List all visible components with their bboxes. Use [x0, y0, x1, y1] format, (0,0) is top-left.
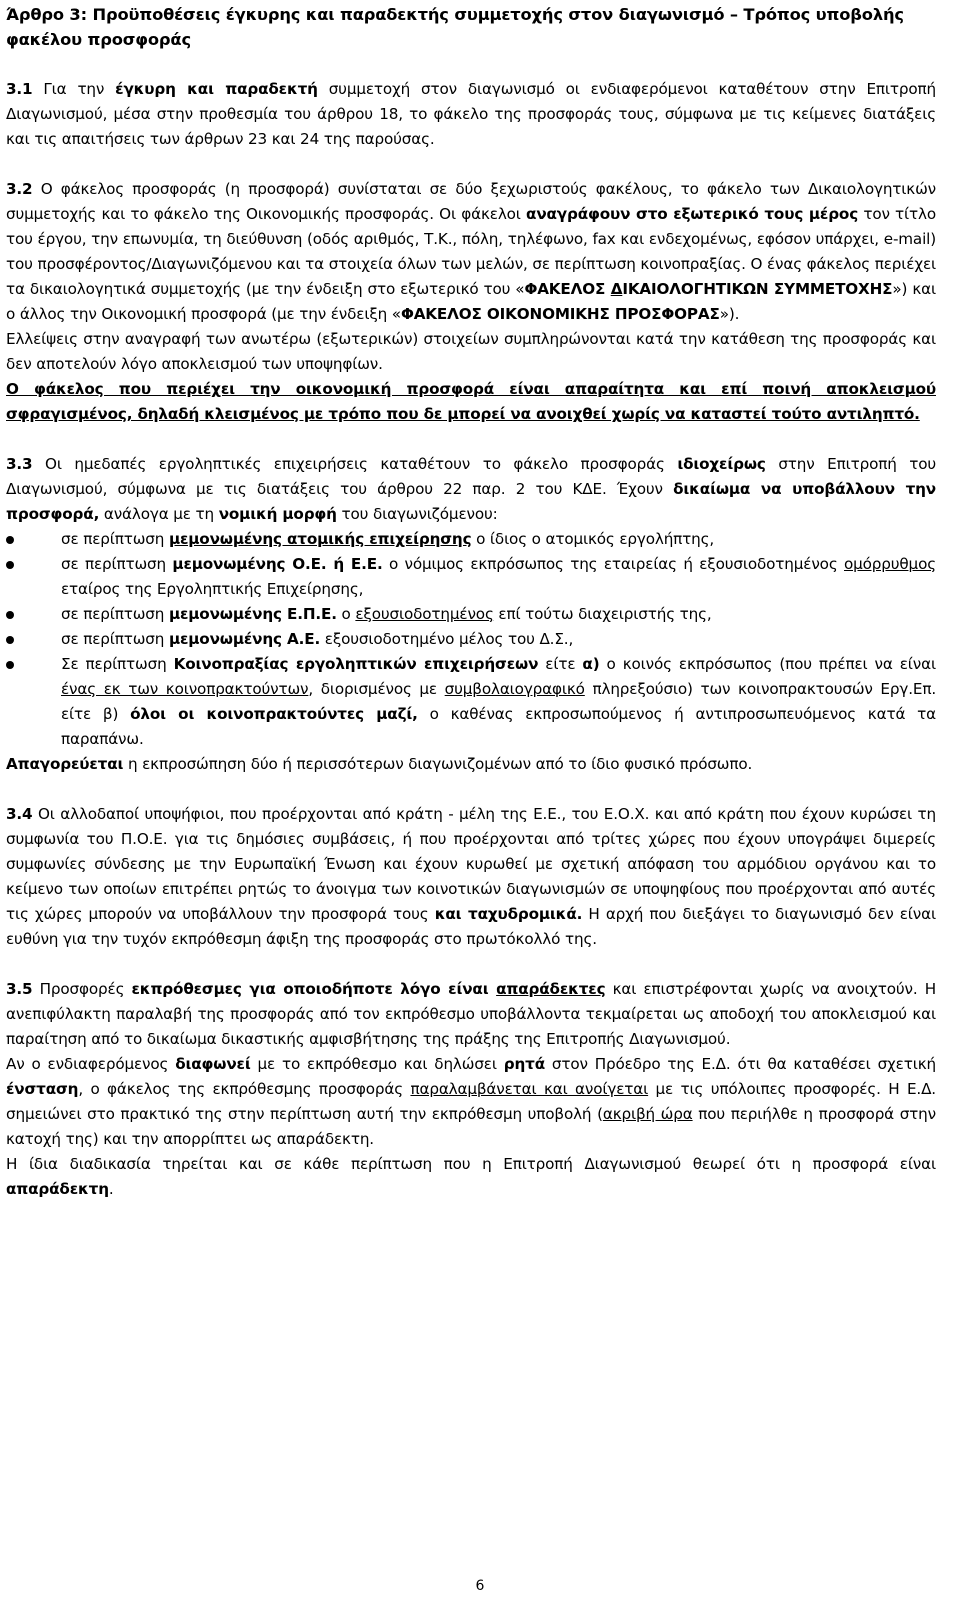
text-run: επί τούτω διαχειριστής της, [493, 605, 712, 623]
text-run: 3.1 [6, 80, 33, 98]
text-run: 3.5 [6, 980, 33, 998]
text-run: ο κοινός εκπρόσωπος (που πρέπει να είναι [599, 655, 936, 673]
text-run: Ελλείψεις στην αναγραφή των ανωτέρω (εξωτερικών) στοιχείων συμπληρώνονται κατά την κατάθεση της προσφοράς και δεν αποτελούν λόγο αποκλεισμού των υποψηφίων. [6, 330, 936, 373]
text-run: Για την [32, 80, 116, 98]
list-item [6, 527, 936, 552]
text-run: εταίρος της Εργοληπτικής Επιχείρησης, [61, 580, 364, 598]
paragraph-3-2 [6, 177, 936, 327]
text-run: ΦΑΚΕΛΟΣ ΟΙΚΟΝΟΜΙΚΗΣ ΠΡΟΣΦΟΡΑΣ [400, 305, 720, 323]
text-run: Αν ο ενδιαφερόμενος [6, 1055, 176, 1073]
paragraph-3-5 [6, 977, 936, 1052]
text-run: είτε [538, 655, 583, 673]
text-run: συμβολαιογραφικό [444, 680, 585, 698]
text-run: ο ίδιος ο ατομικός εργολήπτης, [471, 530, 715, 548]
paragraph-3-3 [6, 452, 936, 527]
text-run: μεμονωμένης Ο.Ε. ή Ε.Ε. [172, 555, 383, 573]
text-run: 3.2 [6, 180, 33, 198]
text-run: εξουσιοδοτημένος [355, 605, 494, 623]
text-run: αναγράφουν στο εξωτερικό τους μέρος [526, 205, 859, 223]
list-item [6, 652, 936, 752]
text-run: ιδιοχείρως [677, 455, 766, 473]
text-run: ΦΑΚΕΛΟΣ [524, 280, 611, 298]
text-run: Ο φάκελος προσφοράς (η προσφορά) συνίσταται σε δύο ξεχωριστούς φακέλους, το φάκελο των Δικαιολογητικών συμμετοχής και το φάκελο της Οικονομικής προσφοράς. Οι φάκελοι [6, 180, 936, 223]
text-run: ένας εκ των κοινοπρακτούντων [61, 680, 309, 698]
text-run: α) [582, 655, 600, 673]
text-run: στον Πρόεδρο της Ε.Δ. ότι θα καταθέσει σχετική [544, 1055, 936, 1073]
text-run: πληρεξούσιο) των κοινοπρακτουσών Εργ.Επ. είτε β) [61, 680, 937, 723]
text-run: ένσταση [6, 1080, 79, 1098]
text-run: και επιστρέφονται χωρίς να ανοιχτούν. Η ανεπιφύλακτη παραλαβή της προσφοράς από τον εκπρόθεσμο υποβάλλοντα τεκμαίρεται ως αποδοχή του αποκλεισμού και παραίτηση από το δικαίωμα δικαστικής αμφισβήτησης της πράξης της Επιτροπής Διαγωνισμού. [6, 980, 936, 1048]
paragraph-3-5-objection [6, 1052, 936, 1152]
text-run: απαράδεκτες [496, 980, 606, 998]
text-run: Οι αλλοδαποί υποψήφιοι, που προέρχονται από κράτη - μέλη της Ε.Ε., του Ε.Ο.Χ. και από κράτη που έχουν κυρώσει τη συμφωνία του Π.Ο.Ε. για τις δημόσιες συμβάσεις, ή που προέρχονται από τρίτες χώρες που έχουν υπογράψει διμερείς συμφωνίες σύνδεσης με την Ευρωπαϊκή Ένωση και έχουν κυρωθεί με σχετική απόφαση του αρμόδιου οργάνου και το κείμενο των οποίων επιτρέπει ρητώς το άνοιγμα των κοινοτικών διαγωνισμών σε υποψηφίους που προέρχονται από αυτές τις χώρες μπορούν να υποβάλλουν την προσφορά τους [6, 805, 936, 923]
text-run: που περιήλθε η προσφορά στην κατοχή της) και την απορρίπτει ως απαράδεκτη. [6, 1105, 936, 1148]
text-run: με το εκπρόθεσμο και δηλώσει [250, 1055, 504, 1073]
text-run: ο [336, 605, 356, 623]
text-run: σε περίπτωση [61, 605, 169, 623]
representation-list [6, 527, 936, 752]
text-run: σε περίπτωση [61, 530, 169, 548]
article-title: Άρθρο 3: Προϋποθέσεις έγκυρης και παραδεκτής συμμετοχής στον διαγωνισμό – Τρόπος υποβολής φακέλου προσφοράς [6, 5, 904, 49]
bullet-icon [6, 636, 14, 644]
text-run: , ο φάκελος της εκπρόθεσμης προσφοράς [78, 1080, 411, 1098]
text-run: διαφωνεί [175, 1055, 251, 1073]
text-run: Οι ημεδαπές εργοληπτικές επιχειρήσεις καταθέτουν το φάκελο προσφοράς [32, 455, 678, 473]
text-run: εκπρόθεσμες για οποιοδήποτε λόγο είναι [131, 980, 497, 998]
page-number: 6 [475, 1578, 485, 1594]
text-run: , διορισμένος με [308, 680, 445, 698]
list-item [6, 627, 936, 652]
text-run: Η ίδια διαδικασία τηρείται και σε κάθε περίπτωση που η Επιτροπή Διαγωνισμού θεωρεί ότι η προσφορά είναι [6, 1155, 936, 1173]
list-item [6, 602, 936, 627]
document-page [6, 2, 936, 1202]
text-run: δικαίωμα να υποβάλλουν την προσφορά, [6, 480, 937, 523]
bullet-icon [6, 561, 14, 569]
text-run: Σε περίπτωση [61, 655, 174, 673]
text-run: μεμονωμένης Α.Ε. [168, 630, 321, 648]
text-run: σε περίπτωση [61, 630, 169, 648]
text-run: συμμετοχή στον διαγωνισμό οι ενδιαφερόμενοι καταθέτουν στην Επιτροπή Διαγωνισμού, μέσα στην προθεσμία του άρθρου 18, το φάκελο της προσφοράς τους, σύμφωνα με τις κείμενες διατάξεις και τις απαιτήσεις των άρθρων 23 και 24 της παρούσας. [6, 80, 936, 148]
text-run: ο καθένας εκπροσωπούμενος ή αντιπροσωπευόμενος κατά τα παραπάνω. [61, 705, 936, 748]
text-run: νομική μορφή [218, 505, 337, 523]
text-run: στην Επιτροπή του Διαγωνισμού, σύμφωνα με τις διατάξεις του άρθρου 22 παρ. 2 του ΚΔΕ. Έχουν [6, 455, 937, 498]
text-run: όλοι οι κοινοπρακτούντες μαζί, [130, 705, 418, 723]
text-run: ο νόμιμος εκπρόσωπος της εταιρείας ή εξουσιοδοτημένος [382, 555, 844, 573]
text-run: Προσφορές [32, 980, 132, 998]
text-run: 3.4 [6, 805, 33, 823]
bullet-icon [6, 661, 14, 669]
text-run: Απαγορεύεται [6, 755, 124, 773]
paragraph-3-2-omissions [6, 327, 936, 377]
text-run: τον τίτλο του έργου, την επωνυμία, τη διεύθυνση (οδός αριθμός, Τ.Κ., πόλη, τηλέφωνο, fax και ενδεχομένως, εφόσον υπάρχει, e-mail) του προσφέροντος/Διαγωνιζόμενου και τα στοιχεία όλων των μελών, σε περίπτωση κοινοπραξίας. Ο ένας φάκελος περιέχει τα δικαιολογητικά συμμετοχής (με την ένδειξη στο εξωτερικό του « [6, 205, 937, 298]
paragraph-3-3-prohibition [6, 752, 936, 777]
text-run: ») και ο άλλος την Οικονομική προσφορά (με την ένδειξη « [6, 280, 936, 323]
text-run: ανάλογα με τη [99, 505, 219, 523]
text-run: απαράδεκτη [6, 1180, 109, 1198]
text-run: Η αρχή που διεξάγει το διαγωνισμό δεν είναι ευθύνη για την τυχόν εκπρόθεσμη άφιξη της προσφοράς στο πρωτόκολλό της. [6, 905, 936, 948]
text-run: Δ [610, 280, 623, 298]
text-run: Ο φάκελος που περιέχει την οικονομική προσφορά είναι απαραίτητα και επί ποινή αποκλεισμού σφραγισμένος, δηλαδή κλεισμένος με τρόπο που δε μπορεί να ανοιχθεί χωρίς να καταστεί τούτο αντιληπτό. [6, 380, 936, 423]
text-run: του διαγωνιζόμενου: [336, 505, 498, 523]
text-run: ρητά [503, 1055, 545, 1073]
list-item [6, 552, 936, 602]
text-run: μεμονωμένης ατομικής επιχείρησης [168, 530, 472, 548]
text-run: και ταχυδρομικά. [434, 905, 583, 923]
bullet-icon [6, 536, 14, 544]
text-run: . [108, 1180, 114, 1198]
text-run: ομόρρυθμος [844, 555, 936, 573]
text-run: με τις υπόλοιπες προσφορές. Η Ε.Δ. σημειώνει στο πρακτικό της στην περίπτωση αυτή την εκπρόθεσμη υποβολή ( [6, 1080, 936, 1123]
paragraph-3-2-sealed-envelope [6, 377, 936, 427]
text-run: 3.3 [6, 455, 33, 473]
text-run: ΙΚΑΙΟΛΟΓΗΤΙΚΩΝ ΣΥΜΜΕΤΟΧΗΣ [622, 280, 893, 298]
text-run: παραλαμβάνεται και ανοίγεται [410, 1080, 649, 1098]
paragraph-3-1 [6, 77, 936, 152]
text-run: σε περίπτωση [61, 555, 173, 573]
paragraph-3-4 [6, 802, 936, 952]
paragraph-3-5-procedure [6, 1152, 936, 1202]
text-run: μεμονωμένης Ε.Π.Ε. [168, 605, 337, 623]
text-run: έγκυρη και παραδεκτή [115, 80, 318, 98]
text-run: η εκπροσώπηση δύο ή περισσότερων διαγωνιζομένων από το ίδιο φυσικό πρόσωπο. [123, 755, 753, 773]
bullet-icon [6, 611, 14, 619]
text-run: Κοινοπραξίας εργοληπτικών επιχειρήσεων [173, 655, 539, 673]
text-run: »). [719, 305, 740, 323]
text-run: ακριβή ώρα [602, 1105, 693, 1123]
text-run: εξουσιοδοτημένο μέλος του Δ.Σ., [320, 630, 574, 648]
